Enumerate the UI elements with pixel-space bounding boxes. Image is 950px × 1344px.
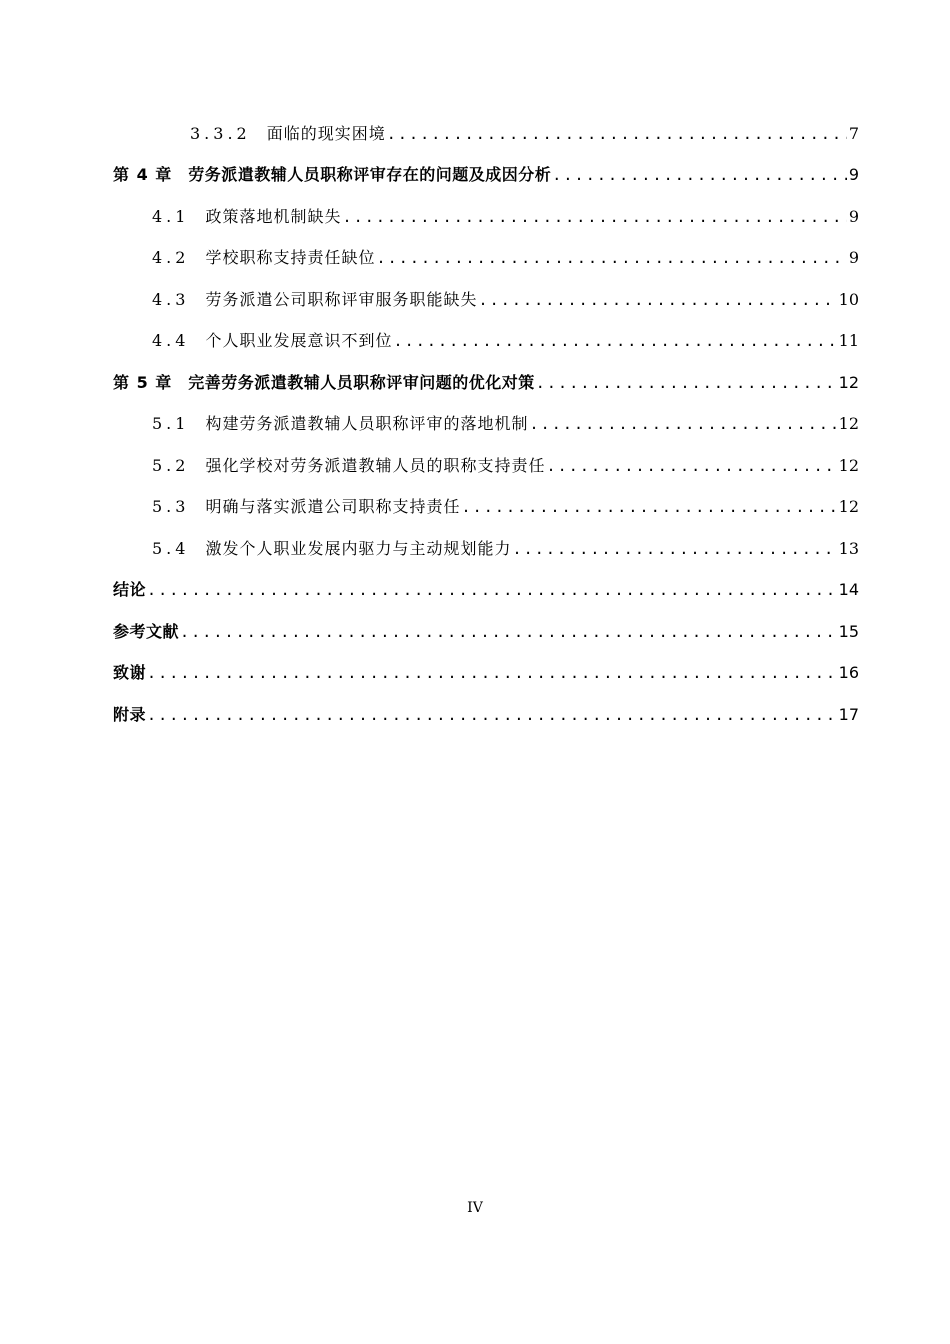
- toc-entry-acknowledgements[interactable]: [113, 660, 859, 684]
- toc-dot-leader: [461, 498, 836, 516]
- toc-entry-title: 明确与落实派遣公司职称支持责任: [205, 497, 461, 516]
- toc-entry-conclusion[interactable]: [113, 577, 859, 601]
- toc-entry-page: 15: [838, 622, 859, 641]
- toc-dot-leader: [342, 208, 846, 226]
- toc-entry-title: 劳务派遣教辅人员职称评审存在的问题及成因分析: [188, 165, 552, 184]
- page-number: IV: [467, 1200, 483, 1216]
- toc-entry-number: 第 4 章: [113, 165, 173, 184]
- toc-entry-number: 4.4: [152, 331, 190, 350]
- toc-entry-page: 16: [838, 663, 859, 682]
- toc-entry-page: 13: [838, 539, 859, 558]
- toc-entry-number: 3.3.2: [190, 124, 251, 143]
- toc-entry-number: 4.3: [152, 290, 190, 309]
- toc-entry-page: 11: [838, 331, 859, 350]
- toc-entry-page: 12: [838, 456, 859, 475]
- toc-entry-number: 5.2: [152, 456, 190, 475]
- toc-entry-title: 劳务派遣公司职称评审服务职能缺失: [205, 290, 478, 309]
- toc-entry-page: 7: [848, 124, 859, 143]
- toc-dot-leader: [147, 664, 837, 682]
- toc-entry-5-2[interactable]: [152, 453, 859, 477]
- toc-entry-page: 10: [838, 290, 859, 309]
- toc-entry-4-1[interactable]: [152, 204, 859, 228]
- toc-entry-title: 面临的现实困境: [266, 124, 386, 143]
- toc-entry-title: 激发个人职业发展内驱力与主动规划能力: [205, 539, 512, 558]
- toc-entry-appendix[interactable]: [113, 702, 859, 726]
- toc-entry-page: 9: [848, 165, 859, 184]
- toc-entry-title: 政策落地机制缺失: [205, 207, 342, 226]
- toc-entry-4-3[interactable]: [152, 287, 859, 311]
- toc-dot-leader: [387, 125, 847, 143]
- toc-entry-title: 致谢: [113, 663, 147, 682]
- toc-entry-4-2[interactable]: [152, 245, 859, 269]
- toc-entry-3-3-2[interactable]: [190, 121, 859, 145]
- toc-dot-leader: [536, 374, 837, 392]
- toc-entry-number: 5.3: [152, 497, 190, 516]
- toc-entry-title: 构建劳务派遣教辅人员职称评审的落地机制: [205, 414, 529, 433]
- toc-dot-leader: [529, 415, 836, 433]
- toc-dot-leader: [376, 249, 846, 267]
- toc-entry-number: 5.4: [152, 539, 190, 558]
- toc-entry-chapter-5[interactable]: [113, 370, 859, 394]
- toc-entry-5-4[interactable]: [152, 536, 859, 560]
- toc-entry-title: 结论: [113, 580, 147, 599]
- toc-entry-number: 4.1: [152, 207, 190, 226]
- toc-entry-number: 5.1: [152, 414, 190, 433]
- toc-entry-page: 17: [838, 705, 859, 724]
- toc-entry-page: 9: [848, 207, 859, 226]
- toc-dot-leader: [147, 581, 837, 599]
- toc-entry-page: 12: [838, 373, 859, 392]
- toc-dot-leader: [180, 623, 837, 641]
- toc-dot-leader: [147, 706, 837, 724]
- toc-dot-leader: [478, 291, 836, 309]
- toc-entry-page: 12: [838, 497, 859, 516]
- toc-dot-leader: [393, 332, 836, 350]
- toc-entry-title: 完善劳务派遣教辅人员职称评审问题的优化对策: [188, 373, 535, 392]
- toc-entry-page: 14: [838, 580, 859, 599]
- toc-entry-page: 9: [848, 248, 859, 267]
- toc-dot-leader: [546, 457, 836, 475]
- toc-entry-title: 强化学校对劳务派遣教辅人员的职称支持责任: [205, 456, 546, 475]
- toc-entry-title: 参考文献: [113, 622, 180, 641]
- toc-entry-4-4[interactable]: [152, 328, 859, 352]
- toc-entry-5-1[interactable]: [152, 411, 859, 435]
- toc-entry-chapter-4[interactable]: [113, 162, 859, 186]
- toc-entry-5-3[interactable]: [152, 494, 859, 518]
- toc-entry-page: 12: [838, 414, 859, 433]
- toc-entry-title: 附录: [113, 705, 147, 724]
- toc-entry-number: 第 5 章: [113, 373, 173, 392]
- toc-dot-leader: [552, 166, 847, 184]
- toc-entry-title: 学校职称支持责任缺位: [205, 248, 376, 267]
- toc-entry-number: 4.2: [152, 248, 190, 267]
- toc-entry-references[interactable]: [113, 619, 859, 643]
- toc-entry-title: 个人职业发展意识不到位: [205, 331, 393, 350]
- toc-dot-leader: [512, 540, 836, 558]
